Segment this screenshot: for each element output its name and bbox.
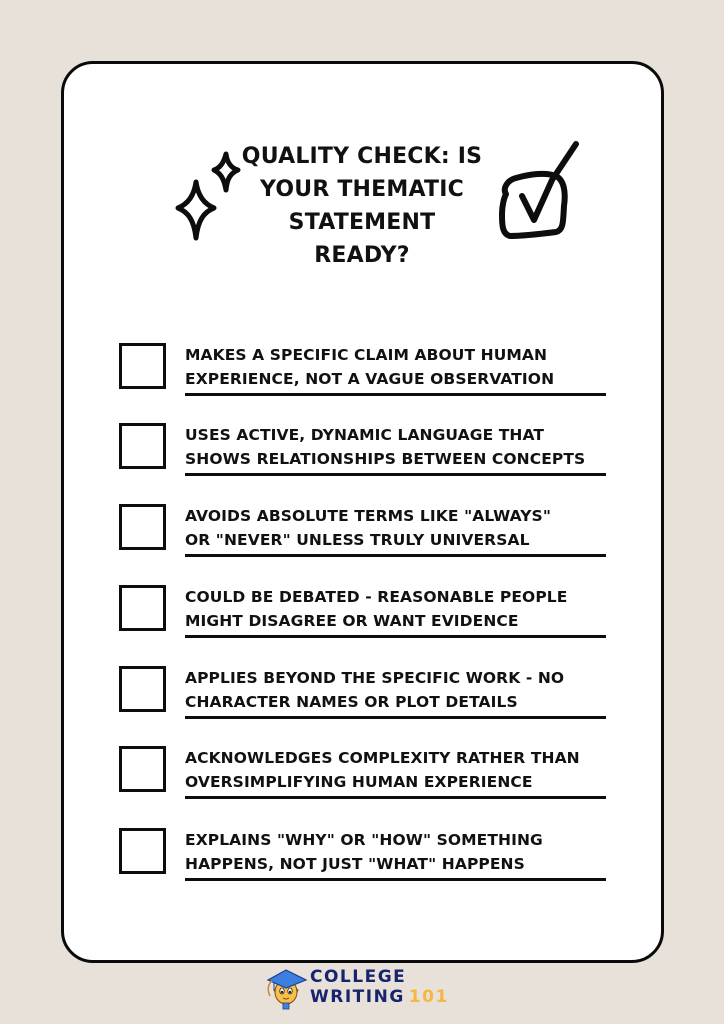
item-line: USES ACTIVE, DYNAMIC LANGUAGE THAT bbox=[185, 426, 545, 444]
checkbox[interactable] bbox=[119, 423, 166, 469]
item-line: OVERSIMPLIFYING HUMAN EXPERIENCE bbox=[185, 773, 533, 791]
checklist-item bbox=[119, 343, 606, 403]
checklist-item-text bbox=[185, 666, 605, 714]
checklist-item-text bbox=[185, 504, 605, 552]
item-underline bbox=[185, 796, 606, 799]
item-line: OR "NEVER" UNLESS TRULY UNIVERSAL bbox=[185, 531, 530, 549]
checkbox[interactable] bbox=[119, 666, 166, 712]
checklist-item-text bbox=[185, 585, 605, 633]
checklist-item bbox=[119, 828, 606, 888]
logo-text bbox=[310, 967, 449, 1007]
item-line: MAKES A SPECIFIC CLAIM ABOUT HUMAN bbox=[185, 346, 548, 364]
title-line: YOUR THEMATIC bbox=[260, 177, 464, 202]
checklist-item-text bbox=[185, 746, 605, 794]
item-line: MIGHT DISAGREE OR WANT EVIDENCE bbox=[185, 612, 519, 630]
title-line: READY? bbox=[314, 243, 410, 268]
item-line: ACKNOWLEDGES COMPLEXITY RATHER THAN bbox=[185, 749, 580, 767]
checklist-item bbox=[119, 585, 606, 645]
item-line: HAPPENS, NOT JUST "WHAT" HAPPENS bbox=[185, 855, 525, 873]
item-line: EXPLAINS "WHY" OR "HOW" SOMETHING bbox=[185, 831, 543, 849]
item-underline bbox=[185, 635, 606, 638]
checkbox[interactable] bbox=[119, 585, 166, 631]
checklist-item-text bbox=[185, 343, 605, 391]
checklist-item-text bbox=[185, 828, 605, 876]
college-writing-101-logo bbox=[264, 964, 464, 1014]
checklist-item bbox=[119, 746, 606, 806]
checklist-item bbox=[119, 504, 606, 564]
graduate-mascot-icon bbox=[264, 964, 308, 1014]
item-underline bbox=[185, 393, 606, 396]
logo-line-writing: WRITING bbox=[310, 987, 405, 1007]
checkbox[interactable] bbox=[119, 746, 166, 792]
checklist-item bbox=[119, 666, 606, 726]
item-line: COULD BE DEBATED - REASONABLE PEOPLE bbox=[185, 588, 568, 606]
item-line: APPLIES BEYOND THE SPECIFIC WORK - NO bbox=[185, 669, 565, 687]
checklist-item-text bbox=[185, 423, 605, 471]
item-underline bbox=[185, 473, 606, 476]
logo-number: 101 bbox=[408, 987, 449, 1007]
item-underline bbox=[185, 716, 606, 719]
item-line: CHARACTER NAMES OR PLOT DETAILS bbox=[185, 693, 518, 711]
checkbox[interactable] bbox=[119, 343, 166, 389]
checkbox[interactable] bbox=[119, 828, 166, 874]
title-line: QUALITY CHECK: IS bbox=[241, 144, 483, 169]
item-line: SHOWS RELATIONSHIPS BETWEEN CONCEPTS bbox=[185, 450, 586, 468]
checkbox[interactable] bbox=[119, 504, 166, 550]
title-line: STATEMENT bbox=[288, 210, 436, 235]
item-line: AVOIDS ABSOLUTE TERMS LIKE "ALWAYS" bbox=[185, 507, 551, 525]
item-underline bbox=[185, 554, 606, 557]
checklist-item bbox=[119, 423, 606, 483]
item-line: EXPERIENCE, NOT A VAGUE OBSERVATION bbox=[185, 370, 555, 388]
item-underline bbox=[185, 878, 606, 881]
logo-line-college: COLLEGE bbox=[310, 967, 407, 987]
